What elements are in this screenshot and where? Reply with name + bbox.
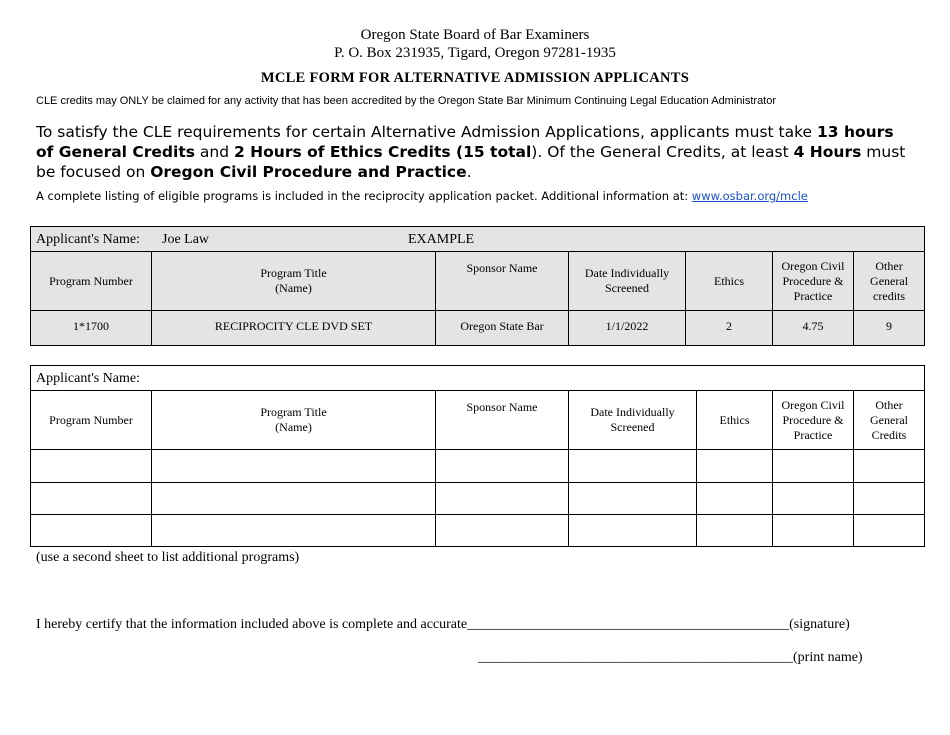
input-ethics[interactable]	[697, 515, 773, 547]
header-other-general-credits: Other General credits	[854, 252, 925, 311]
intro-text: and	[194, 143, 234, 161]
cell-program-number: 1*1700	[31, 311, 152, 346]
intro-bold: 4 Hours	[793, 143, 862, 161]
intro-text: To satisfy the CLE requirements for certain Alternative Admission Applications, applicants must take	[36, 123, 817, 141]
input-program-number[interactable]	[31, 483, 152, 515]
input-ethics[interactable]	[697, 450, 773, 483]
applicant-name-row[interactable]	[31, 366, 925, 391]
listing-text: A complete listing of eligible programs is included in the reciprocity application packet. Additional information at:	[36, 189, 692, 203]
applicant-name-row	[31, 227, 925, 252]
input-sponsor[interactable]	[436, 483, 569, 515]
input-program-title[interactable]	[152, 450, 436, 483]
table-header-row	[31, 252, 925, 311]
header-program-title: Program Title (Name)	[152, 391, 436, 450]
input-sponsor[interactable]	[436, 450, 569, 483]
header-sponsor-name: Sponsor Name	[436, 391, 569, 450]
intro-bold: 13 hours of General Credits	[36, 123, 894, 161]
header-date-screened: Date Individually Screened	[569, 391, 697, 450]
applicant-program-table	[30, 365, 925, 547]
cell-ocp: 4.75	[773, 311, 854, 346]
header-date-screened: Date Individually Screened	[569, 252, 686, 311]
table-row	[31, 450, 925, 483]
header-other-general-credits: Other General Credits	[854, 391, 925, 450]
cell-program-title: RECIPROCITY CLE DVD SET	[152, 311, 436, 346]
table-row	[31, 311, 925, 346]
applicant-name-label: Applicant's Name:	[36, 370, 140, 386]
header-sponsor-name: Sponsor Name	[436, 252, 569, 311]
table-header-row	[31, 391, 925, 450]
intro-bold: 2 Hours of Ethics Credits (15 total	[233, 143, 532, 161]
intro-text: .	[466, 163, 472, 181]
requirements-paragraph	[36, 122, 916, 182]
form-title: MCLE FORM FOR ALTERNATIVE ADMISSION APPLICANTS	[260, 70, 690, 86]
input-program-number[interactable]	[31, 450, 152, 483]
certification-signature-line[interactable]: I hereby certify that the information included above is complete and accurate______________________________________________(signature)	[36, 617, 850, 632]
cell-sponsor: Oregon State Bar	[436, 311, 569, 346]
input-program-number[interactable]	[31, 515, 152, 547]
cell-other: 9	[854, 311, 925, 346]
org-address: P. O. Box 231935, Tigard, Oregon 97281-1935	[334, 45, 616, 61]
osbar-mcle-link[interactable]: www.osbar.org/mcle	[691, 189, 808, 203]
input-other[interactable]	[854, 483, 925, 515]
applicant-name-label: Applicant's Name:	[36, 231, 140, 247]
cell-ethics: 2	[686, 311, 773, 346]
table-row	[31, 483, 925, 515]
table-row	[31, 515, 925, 547]
example-program-table	[30, 226, 925, 346]
header-oregon-civil-procedure: Oregon Civil Procedure & Practice	[773, 252, 854, 311]
org-name: Oregon State Board of Bar Examiners	[360, 27, 590, 43]
input-ocp[interactable]	[773, 483, 854, 515]
header-oregon-civil-procedure: Oregon Civil Procedure & Practice	[773, 391, 854, 450]
header-ethics: Ethics	[686, 252, 773, 311]
accreditation-note: CLE credits may ONLY be claimed for any activity that has been accredited by the Oregon State Bar Minimum Continuing Legal Education Administrator	[36, 95, 777, 107]
header-program-number: Program Number	[31, 391, 152, 450]
input-ocp[interactable]	[773, 450, 854, 483]
input-sponsor[interactable]	[436, 515, 569, 547]
example-tag: EXAMPLE	[408, 231, 475, 247]
header-program-title: Program Title (Name)	[152, 252, 436, 311]
input-date[interactable]	[569, 450, 697, 483]
input-ocp[interactable]	[773, 515, 854, 547]
input-date[interactable]	[569, 515, 697, 547]
intro-text: ). Of the General Credits, at least	[531, 143, 794, 161]
listing-note	[36, 189, 808, 203]
input-program-title[interactable]	[152, 483, 436, 515]
print-name-line[interactable]: _____________________________________________(print name)	[478, 650, 863, 665]
header-ethics: Ethics	[697, 391, 773, 450]
input-program-title[interactable]	[152, 515, 436, 547]
input-ethics[interactable]	[697, 483, 773, 515]
cell-date: 1/1/2022	[569, 311, 686, 346]
input-other[interactable]	[854, 515, 925, 547]
intro-text: must be focused on	[36, 143, 906, 181]
input-other[interactable]	[854, 450, 925, 483]
intro-bold: Oregon Civil Procedure and Practice	[150, 163, 467, 181]
applicant-name-value: Joe Law	[162, 231, 210, 247]
second-sheet-note: (use a second sheet to list additional programs)	[36, 550, 300, 565]
header-program-number: Program Number	[31, 252, 152, 311]
input-date[interactable]	[569, 483, 697, 515]
